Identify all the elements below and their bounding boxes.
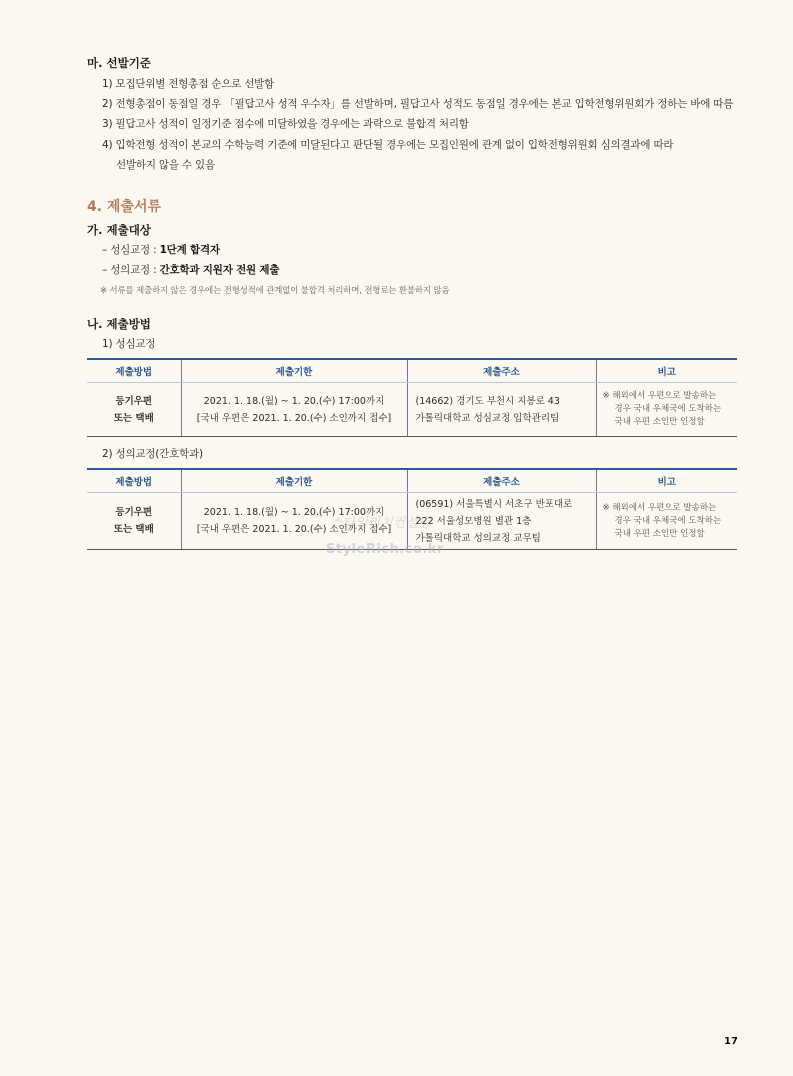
campus-2-label: 2) 성의교정(간호학과): [102, 448, 203, 460]
cell-deadline: [181, 383, 407, 437]
submission-note: ※ 서류를 제출하지 않은 경우에는 전형성적에 관계없이 불합격 처리하며, 전형료는 환불하지 않음: [100, 286, 450, 296]
page-number: 17: [724, 1036, 738, 1047]
address-line-3: 가톨릭대학교 성의교정 교무팀: [415, 532, 541, 544]
table-row: [87, 383, 737, 437]
header-address: 제출주소: [407, 469, 596, 493]
method-line-1: 등기우편: [115, 395, 153, 407]
table-header-row: [87, 469, 737, 493]
cell-remarks: [596, 493, 737, 550]
header-method: 제출방법: [87, 359, 181, 383]
remarks-line-1: ※ 해외에서 우편으로 발송하는: [602, 502, 717, 513]
deadline-line-2: [국내 우편은 2021. 1. 20.(수) 소인까지 접수]: [196, 524, 392, 535]
address-line-1: (14662) 경기도 부천시 지봉로 43: [415, 395, 560, 407]
campus-1-label: 1) 성심교정: [102, 338, 156, 350]
cell-address: [407, 383, 596, 437]
cell-address: [407, 493, 596, 550]
criteria-item-4-cont: 선발하지 않을 수 있음: [116, 159, 215, 171]
header-deadline: 제출기한: [181, 359, 407, 383]
remarks-line-2: 경우 국내 우체국에 도착하는: [614, 515, 722, 526]
submission-method-heading: 나. 제출방법: [87, 317, 151, 331]
target-item-1: [102, 242, 220, 257]
remarks-line-3: 국내 우편 소인만 인정함: [614, 417, 705, 427]
address-line-2: 222 서울성모병원 별관 1층: [415, 515, 532, 527]
target-item-1-value: 1단계 합격자: [159, 244, 220, 256]
header-method: 제출방법: [87, 469, 181, 493]
target-item-1-label: – 성심교정 :: [102, 244, 160, 256]
selection-criteria-heading: 마. 선발기준: [87, 56, 151, 70]
table-header-row: [87, 359, 737, 383]
watermark-logo-text: 스타일리치컨설팅: [330, 516, 431, 531]
address-line-1: (06591) 서울특별시 서초구 반포대로: [415, 498, 573, 510]
submission-target-heading: 가. 제출대상: [87, 223, 151, 237]
header-remarks: 비고: [596, 359, 737, 383]
watermark-url: StyleRich.co.kr: [326, 542, 444, 557]
address-line-2: 가톨릭대학교 성심교정 입학관리팀: [415, 412, 560, 424]
header-remarks: 비고: [596, 469, 737, 493]
target-item-2: [102, 262, 279, 277]
remarks-line-2: 경우 국내 우체국에 도착하는: [614, 404, 722, 414]
section-4-heading: 4. 제출서류: [87, 199, 162, 215]
method-line-2: 또는 택배: [113, 412, 154, 424]
method-line-1: 등기우편: [115, 507, 153, 518]
cell-remarks: [596, 383, 737, 437]
criteria-item-1: 1) 모집단위별 전형총점 순으로 선발함: [102, 78, 275, 90]
remarks-line-1: ※ 해외에서 우편으로 발송하는: [602, 391, 717, 401]
deadline-line-1: 2021. 1. 18.(월) ~ 1. 20.(수) 17:00까지: [203, 507, 385, 518]
target-item-2-value: 간호학과 지원자 전원 제출: [159, 264, 280, 276]
deadline-line-1: 2021. 1. 18.(월) ~ 1. 20.(수) 17:00까지: [203, 395, 385, 407]
header-address: 제출주소: [407, 359, 596, 383]
header-deadline: 제출기한: [181, 469, 407, 493]
cell-method: [87, 493, 181, 550]
criteria-item-4: 4) 입학전형 성적이 본교의 수학능력 기준에 미달된다고 판단될 경우에는 모집인원에 관계 없이 입학전형위원회 심의결과에 따라: [102, 139, 674, 151]
submission-table-songui: [87, 468, 737, 550]
remarks-line-3: 국내 우편 소인만 인정함: [614, 528, 705, 539]
target-item-2-label: – 성의교정 :: [102, 264, 160, 276]
method-line-2: 또는 택배: [113, 524, 154, 535]
criteria-item-2: 2) 전형총점이 동점일 경우 「필답고사 성적 우수자」를 선발하며, 필답고사 성적도 동점일 경우에는 본교 입학전형위원회가 정하는 바에 따름: [102, 98, 734, 110]
submission-table-songsim: [87, 358, 737, 437]
deadline-line-2: [국내 우편은 2021. 1. 20.(수) 소인까지 접수]: [196, 412, 392, 424]
cell-method: [87, 383, 181, 437]
criteria-item-3: 3) 필답고사 성적이 일정기준 점수에 미달하였을 경우에는 과락으로 불합격 처리함: [102, 118, 469, 130]
